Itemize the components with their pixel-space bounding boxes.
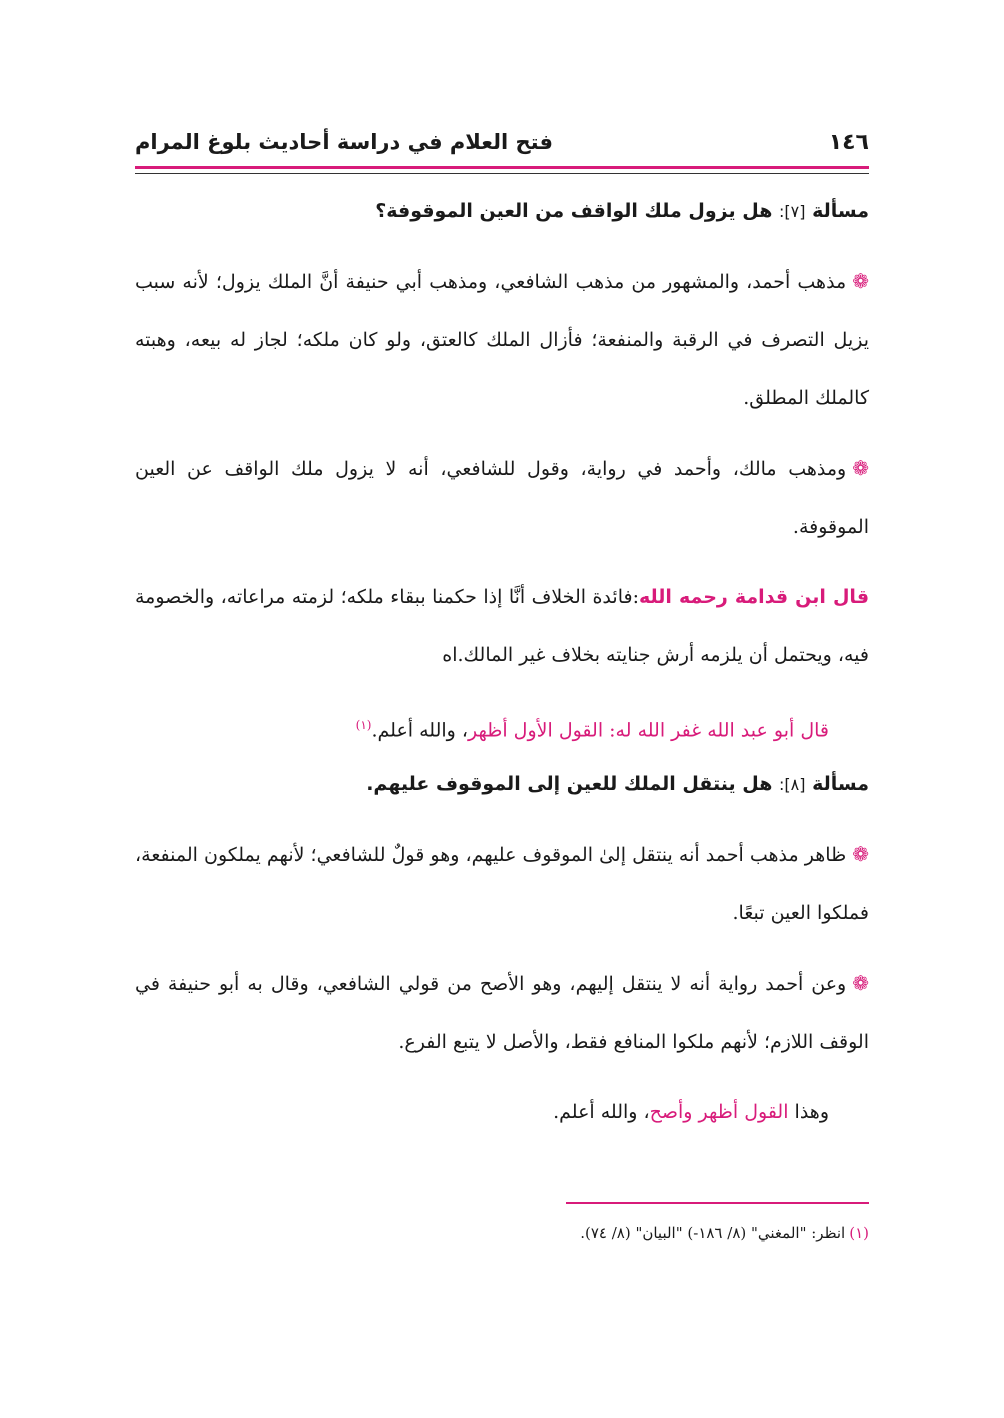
quote-text: :فائدة الخلاف أنَّا إذا حكمنا ببقاء ملكه؛ لزمته مراعاته، والخصومة فيه، ويحتمل أن يلزمه أرش جنايته بخلاف غير المالك.اه (135, 586, 869, 666)
paragraph-1 (135, 252, 869, 427)
paragraph-text: وعن أحمد رواية أنه لا ينتقل إليهم، وهو الأصح من قولي الشافعي، وقال به أبو حنيفة في الوقف اللازم؛ لأنهم ملكوا المنافع فقط، والأصل لا يتبع الفرع. (135, 973, 869, 1054)
flower-star-icon: ❁ (852, 971, 869, 996)
author-opinion-rest: ، والله أعلم. (371, 719, 468, 742)
footnote-text: انظر: "المغني" (٨/ ١٨٦-) "البيان" (٨/ ٧٤). (580, 1224, 846, 1242)
author-opinion-1 (135, 696, 869, 759)
flower-star-icon: ❁ (852, 456, 869, 480)
paragraph-4 (135, 954, 869, 1071)
question-number: [٨]: (779, 775, 806, 795)
question-8-heading (135, 773, 869, 795)
book-title: فتح العلام في دراسة أحاديث بلوغ المرام (135, 130, 553, 154)
flower-star-icon: ❁ (852, 269, 869, 293)
final-highlight: القول أظهر وأصح (649, 1101, 789, 1124)
paragraph-3 (135, 825, 869, 942)
final-rest: ، والله أعلم. (553, 1101, 650, 1124)
paragraph-text: مذهب أحمد، والمشهور من مذهب الشافعي، ومذهب أبي حنيفة أنَّ الملك يزول؛ لأنه سبب يزيل التصرف في الرقبة والمنفعة؛ فأزال الملك كالعتق، ولو كان ملكه؛ لجاز له بيعه، وهبته كالملك المطلق. (135, 271, 869, 409)
paragraph-text: ظاهر مذهب أحمد أنه ينتقل إلىٰ الموقوف عليهم، وهو قولٌ للشافعي؛ لأنهم يملكون المنفعة، فملكوا العين تبعًا. (135, 844, 869, 925)
footnote-mark: (١) (849, 1224, 869, 1242)
paragraph-2 (135, 439, 869, 556)
footnote-separator (566, 1202, 869, 1204)
author-opinion-highlight: قال أبو عبد الله غفر الله له: القول الأول أظهر (468, 719, 829, 742)
question-7-heading (135, 200, 869, 222)
header-rule-thin (135, 173, 869, 174)
final-lead: وهذا (794, 1101, 829, 1124)
quote-paragraph (135, 568, 869, 684)
header-rule-thick (135, 166, 869, 169)
question-title: هل ينتقل الملك للعين إلى الموقوف عليهم. (366, 773, 773, 796)
question-prefix: مسألة (812, 200, 869, 222)
question-prefix: مسألة (812, 773, 869, 796)
main-content (135, 190, 869, 1141)
running-header (135, 130, 869, 160)
footnote-reference[interactable]: (١) (355, 718, 372, 732)
quote-source: قال ابن قدامة رحمه الله (638, 586, 870, 608)
paragraph-text: ومذهب مالك، وأحمد في رواية، وقول للشافعي، أنه لا يزول ملك الواقف عن العين الموقوفة. (135, 458, 869, 538)
question-number: [٧]: (779, 202, 806, 221)
flower-star-icon: ❁ (852, 842, 869, 867)
page-number: ١٤٦ (828, 130, 869, 155)
footnote (135, 1224, 869, 1242)
question-title: هل يزول ملك الواقف من العين الموقوفة؟ (375, 200, 773, 222)
author-opinion-2 (135, 1083, 869, 1141)
